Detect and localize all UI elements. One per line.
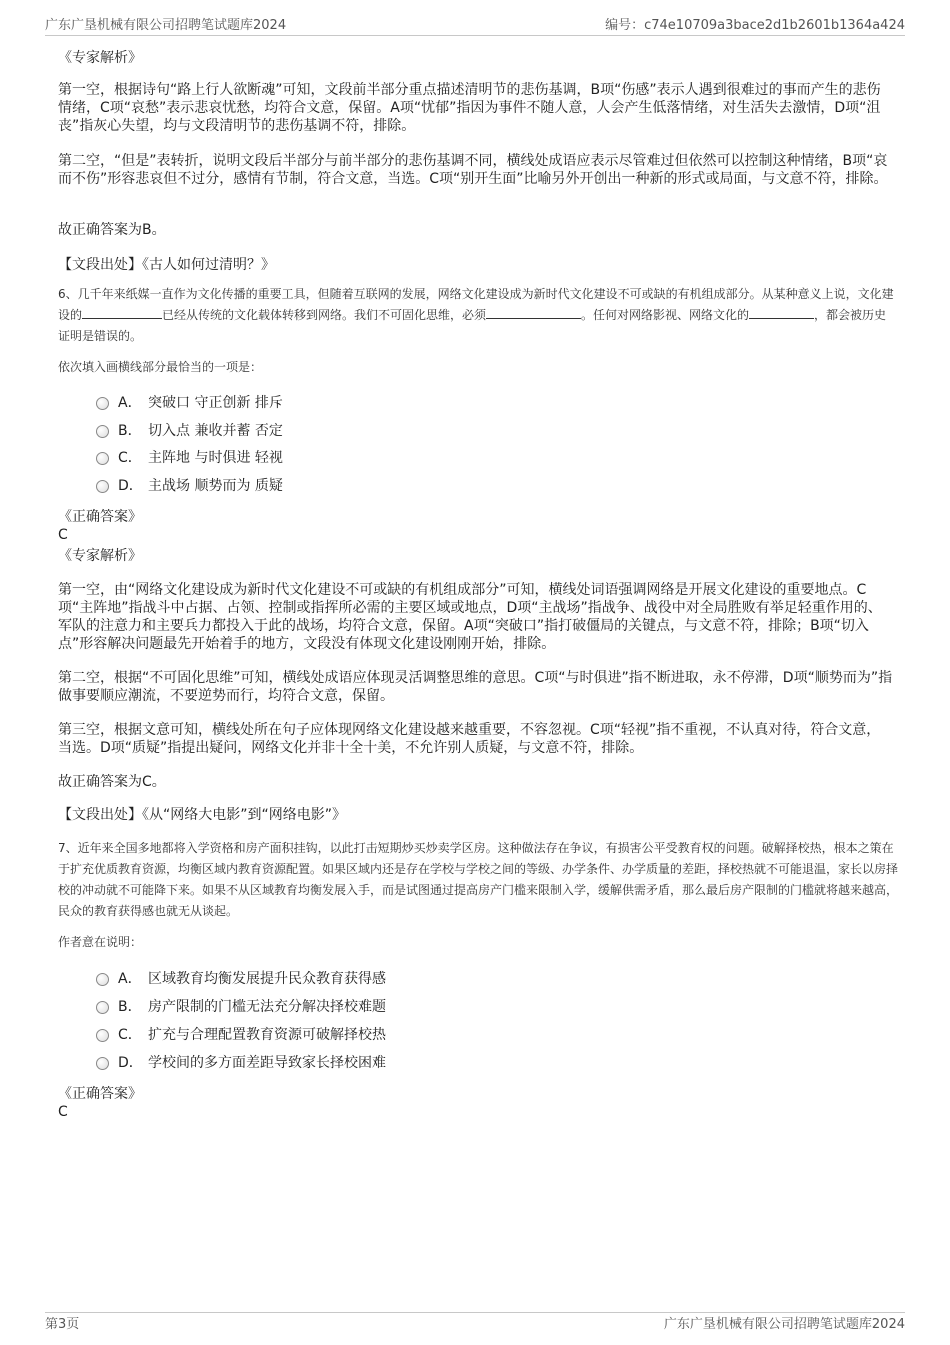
page-header [45, 12, 905, 32]
q7-prompt: 作者意在说明： [58, 935, 143, 949]
q6-answer: C [58, 527, 68, 543]
q6-blank-3 [749, 306, 814, 319]
q5-analysis-p1: 第一空，根据诗句“路上行人欲断魂”可知，文段前半部分重点描述清明节的悲伤基调，B项“伤感”表示人遇到很难过的事而产生的悲伤情绪，C项“哀愁”表示悲哀忧愁，均符合文意，保留。A项“忧郁”指因为事件不随人意，人会产生低落情绪，对生活失去激情，D项“沮丧”指灰心失望，均与文段清明节的悲伤基调不符，排除。 [58, 82, 881, 134]
q6-analysis-label: 《专家解析》 [58, 548, 142, 564]
radio-icon[interactable] [96, 425, 109, 438]
header-divider [45, 35, 905, 36]
q7-answer: C [58, 1104, 68, 1120]
q6-source: 【文段出处】《从“网络大电影”到“网络电影”》 [58, 807, 347, 823]
q5-conclusion: 故正确答案为B。 [58, 222, 166, 238]
q6-prompt: 依次填入画横线部分最恰当的一项是： [58, 360, 263, 374]
q6-analysis-p1: 第一空，由“网络文化建设成为新时代文化建设不可或缺的有机组成部分”可知，横线处词语强调网络是开展文化建设的重要地点。C项“主阵地”指战斗中占据、占领、控制或指挥所必需的主要区域或地点，D项“主战场”指战争、战役中对全局胜败有举足轻重作用的、军队的注意力和主要兵力都投入于此的战场，均符合文意，保留。A项“突破口”指打破僵局的关键点，与文意不符，排除；B项“切入点”形容解决问题最先开始着手的地方，文段没有体现文化建设刚刚开始，排除。 [58, 582, 882, 652]
q6-blank-1 [82, 306, 162, 319]
header-title: 广东广垦机械有限公司招聘笔试题库2024 [45, 18, 287, 33]
q5-analysis-label: 《专家解析》 [58, 50, 142, 66]
radio-icon[interactable] [96, 480, 109, 493]
radio-icon[interactable] [96, 973, 109, 986]
q7-answer-label: 《正确答案》 [58, 1086, 142, 1102]
q6-blank-2 [486, 306, 581, 319]
radio-icon[interactable] [96, 1029, 109, 1042]
radio-icon[interactable] [96, 452, 109, 465]
q6-answer-label: 《正确答案》 [58, 509, 142, 525]
page-number: 第3页 [45, 1317, 80, 1332]
q7-stem: 7、近年来全国多地都将入学资格和房产面积挂钩，以此打击短期炒买炒卖学区房。这种做法存在争议，有损害公平受教育权的问题。破解择校热，根本之策在于扩充优质教育资源，均衡区域内教育资源配置。如果区域内还是存在学校与学校之间的等级、办学条件、办学质量的差距，择校热就不可能退温，家长以房择校的冲动就不可能降下来。如果不从区域教育均衡发展入手，而是试图通过提高房产门槛来限制入学，缓解供需矛盾，那么最后房产限制的门槛就将越来越高，民众的教育获得感也就无从谈起。 [58, 841, 899, 918]
q5-analysis-p2: 第二空，“但是”表转折，说明文段后半部分与前半部分的悲伤基调不同，横线处成语应表示尽管难过但依然可以控制这种情绪，B项“哀而不伤”形容悲哀但不过分，感情有节制，符合文意，当选。C项“别开生面”比喻另外开创出一种新的形式或局面，与文意不符，排除。 [58, 153, 888, 187]
q5-source: 【文段出处】《古人如何过清明？》 [58, 257, 275, 273]
q6-conclusion: 故正确答案为C。 [58, 774, 166, 790]
radio-icon[interactable] [96, 397, 109, 410]
radio-icon[interactable] [96, 1001, 109, 1014]
radio-icon[interactable] [96, 1057, 109, 1070]
q6-stem: 6、几千年来纸媒一直作为文化传播的重要工具，但随着互联网的发展，网络文化建设成为新时代文化建设不可或缺的有机组成部分。从某种意义上说，文化建设的 已经从传统的文化载体转移到网络。我们不可固化思维，必须 。任何对网络影视、网络文化的 ，都会被历史证明是错误的。 [58, 287, 894, 343]
q6-analysis-p3: 第三空，根据文意可知，横线处所在句子应体现网络文化建设越来越重要，不容忽视。C项“轻视”指不重视，不认真对待，符合文意，当选。D项“质疑”指提出疑问，网络文化并非十全十美，不允许别人质疑，与文意不符，排除。 [58, 722, 881, 756]
footer-title: 广东广垦机械有限公司招聘笔试题库2024 [663, 1317, 905, 1332]
page-footer [45, 1313, 905, 1333]
q6-analysis-p2: 第二空，根据“不可固化思维”可知，横线处成语应体现灵活调整思维的意思。C项“与时俱进”指不断进取，永不停滞，D项“顺势而为”指做事要顺应潮流，不要逆势而行，均符合文意，保留。 [58, 670, 893, 704]
header-code: 编号：c74e10709a3bace2d1b2601b1364a424 [605, 18, 905, 33]
